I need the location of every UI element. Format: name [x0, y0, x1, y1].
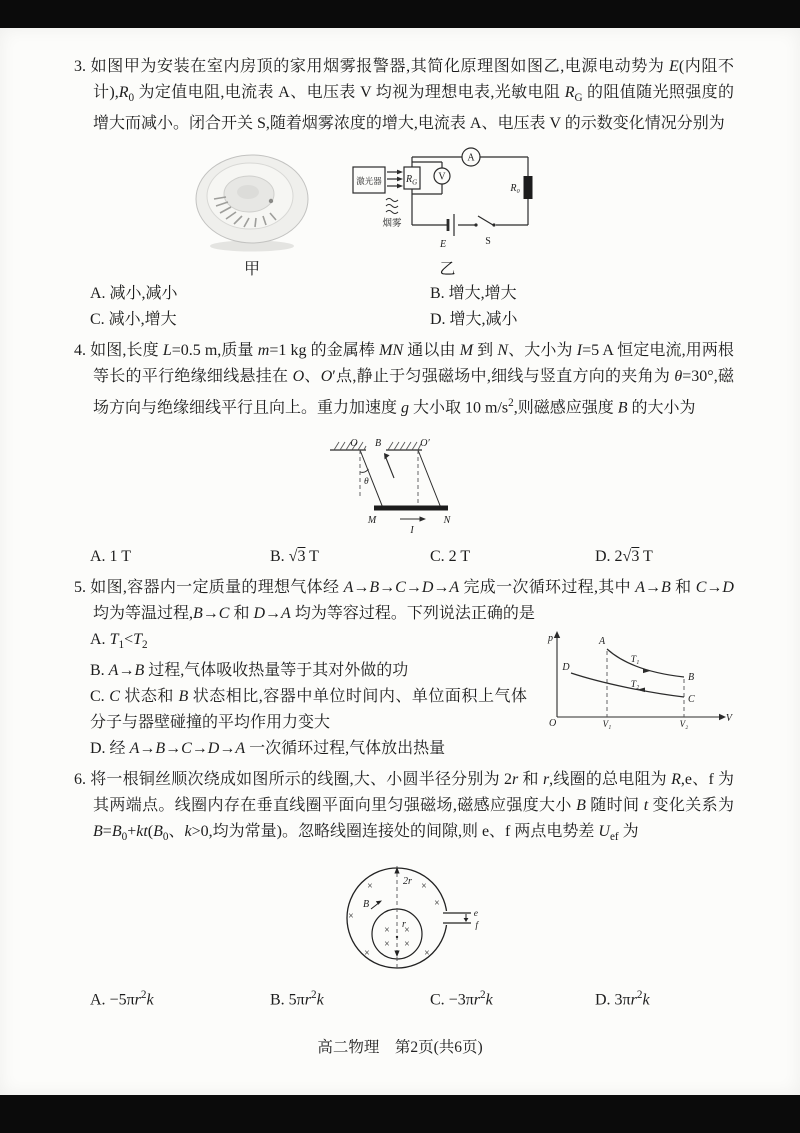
- b-field-arrow: [385, 455, 394, 478]
- q3-option-b: B. 增大,增大: [430, 285, 517, 303]
- state-a-label: A: [598, 635, 606, 647]
- question-4-text: 4. 如图,长度 L=0.5 m,质量 m=1 kg 的金属棒 MN 通以由 M 到 N、大小为 I=5 A 恒定电流,用两根等长的平行绝缘细线悬挂在 O、O′点,静止于匀强磁场中,细线与竖直方向的夹角为 θ=30°,磁场方向与绝缘细线平行且向上。重力加速度 g 大小取 10 $m/s^2$,则磁感应强度 B 的大小为: [74, 342, 734, 417]
- coil-diagram: [325, 856, 483, 978]
- isotherm-t1-curve: [607, 649, 684, 677]
- question-3: [74, 54, 734, 333]
- q6-option-a: A. $-5\pi r^2k$: [90, 988, 154, 1009]
- ammeter-label: A: [467, 152, 475, 164]
- laser-beam-arrows: [397, 170, 403, 189]
- v1-label: V₁: [602, 718, 612, 729]
- question-5-text: 5. 如图,容器内一定质量的理想气体经 A→B→C→D→A 完成一次循环过程,其中 A→B 和 C→D 均为等温过程,B→C 和 D→A 均为等容过程。下列说法正确的是: [74, 578, 734, 622]
- svg-text:×: ×: [421, 880, 427, 892]
- switch-label: S: [485, 236, 491, 248]
- origin-label: O: [549, 717, 557, 729]
- pv-diagram: [539, 627, 734, 729]
- radius-r-label: r: [402, 918, 406, 930]
- smoke-waves-icon: [386, 199, 398, 214]
- svg-text:×: ×: [384, 924, 390, 936]
- t2-label: T₂: [630, 679, 640, 690]
- scan-border-bottom: [0, 1095, 800, 1133]
- svg-text:×: ×: [404, 938, 410, 950]
- resistor-r0-label: R₀: [510, 183, 520, 195]
- state-d-label: D: [562, 661, 570, 673]
- v2-label: V₂: [679, 718, 689, 729]
- strings: [360, 450, 441, 508]
- q5-option-c: C. C 状态和 B 状态相比,容器中单位时间内、单位面积上气体分子与器壁碰撞的平均作用力变大: [90, 687, 527, 731]
- circuit-figure: [350, 143, 545, 279]
- svg-text:×: ×: [434, 897, 440, 909]
- state-b-label: B: [688, 671, 695, 683]
- question-5: [74, 575, 734, 762]
- circuit-diagram: [350, 143, 545, 255]
- point-m-label: M: [367, 514, 376, 526]
- figure-label-jia: 甲: [243, 261, 260, 279]
- q6-option-c: C. $-3\pi r^2k$: [430, 988, 493, 1009]
- laser-label: 激光器: [356, 176, 382, 187]
- svg-text:×: ×: [404, 924, 410, 936]
- svg-text:×: ×: [384, 938, 390, 950]
- smoke-detector-figure: [192, 151, 312, 279]
- smoke-label: 烟雾: [382, 219, 402, 230]
- svg-text:×: ×: [424, 947, 430, 959]
- rod-on-strings-diagram: [322, 428, 487, 540]
- center-dot: [396, 936, 398, 938]
- svg-text:×: ×: [348, 910, 354, 922]
- radius-2r-label: 2r: [403, 875, 412, 887]
- point-o-prime-label: O′: [419, 437, 430, 449]
- q5-option-a: A. $T_1<T_2$: [90, 630, 148, 651]
- scan-border-top: [0, 0, 800, 28]
- page-footer: 高二物理 第2页(共6页): [317, 1039, 483, 1056]
- q5-option-b: B. A→B 过程,气体吸收热量等于其对外做的功: [90, 661, 409, 679]
- photoresistor-label: $R_G$: [406, 174, 418, 187]
- v-axis-label: V: [725, 712, 732, 724]
- q4-option-b: B. √3 T: [270, 547, 319, 565]
- theta-label: θ: [363, 476, 369, 487]
- terminal-e-label: e: [473, 908, 478, 919]
- question-5-options: [74, 627, 734, 762]
- terminal-f-label: f: [475, 920, 478, 931]
- state-c-label: C: [688, 693, 695, 705]
- point-n-label: N: [443, 514, 450, 526]
- t1-label: T₁: [630, 654, 640, 665]
- question-6-figure: [74, 856, 734, 978]
- paper: [0, 28, 800, 1095]
- question-3-text: 3. 如图甲为安装在室内房顶的家用烟雾报警器,其简化原理图如图乙,电源电动势为 E(内阻不计)$,R_0$ 为定值电阻,电流表 A、电压表 V 均视为理想电表,光敏电阻 $R_G$ 的阻值随光照强度的增大而减小。闭合开关 S,随着烟雾浓度的增大,电流表 A、电压表 V 的示数变化情况分别为: [74, 58, 734, 133]
- question-4-options: [74, 544, 734, 570]
- voltmeter-label: V: [438, 171, 446, 183]
- question-6-options: [74, 982, 734, 1013]
- resistor-r0-symbol: [524, 176, 533, 199]
- b-field-label: B: [374, 437, 381, 449]
- field-into-page-marks: [348, 881, 440, 959]
- point-o-label: O: [349, 437, 358, 449]
- current-label: I: [409, 524, 414, 536]
- question-4: [74, 338, 734, 569]
- q6-option-d: D. $3\pi r^2k$: [595, 988, 650, 1009]
- b-field-label: B: [363, 898, 370, 910]
- q3-option-a: A. 减小,减小: [90, 285, 178, 303]
- svg-text:×: ×: [364, 947, 370, 959]
- q4-option-a: A. 1 T: [90, 547, 132, 565]
- circuit-wires: [353, 148, 528, 236]
- volume-dashed-lines: [607, 651, 684, 717]
- question-6: [74, 767, 734, 1014]
- q4-option-d: D. 2√3 T: [595, 547, 653, 565]
- q3-option-d: D. 增大,减小: [430, 311, 518, 329]
- figure-label-yi: 乙: [439, 261, 456, 279]
- detector-indicator: [269, 199, 273, 203]
- battery-label: E: [439, 239, 447, 251]
- question-3-figures: [192, 143, 734, 279]
- isotherm-t2-curve: [571, 673, 684, 697]
- question-5-figure: [539, 627, 734, 734]
- svg-text:×: ×: [367, 880, 373, 892]
- question-4-figure: [74, 428, 734, 540]
- q3-option-c: C. 减小,增大: [90, 311, 177, 329]
- q5-option-d: D. 经 A→B→C→D→A 一次循环过程,气体放出热量: [90, 739, 446, 757]
- smoke-detector-photo: [192, 151, 312, 255]
- arrow-a-to-b: [643, 668, 651, 673]
- vertical-dashed-lines: [360, 450, 418, 504]
- q4-option-c: C. 2 T: [430, 547, 471, 565]
- q6-option-b: B. $5\pi r^2k$: [270, 988, 324, 1009]
- p-axis-label: p: [548, 632, 553, 644]
- question-6-text: 6. 将一根铜丝顺次绕成如图所示的线圈,大、小圆半径分别为 2r 和 r,线圈的总电阻为 R,e、f 为其两端点。线圈内存在垂直线圈平面向里匀强磁场,磁感应强度大小 B 随时间 t 变化关系为 $B=B_0+kt(B_0$、k>0,均为常量)。忽略线圈连接处的间隙,则 e、f 两点电势差 $U_{ef}$ 为: [74, 770, 734, 843]
- question-3-options: [74, 281, 734, 333]
